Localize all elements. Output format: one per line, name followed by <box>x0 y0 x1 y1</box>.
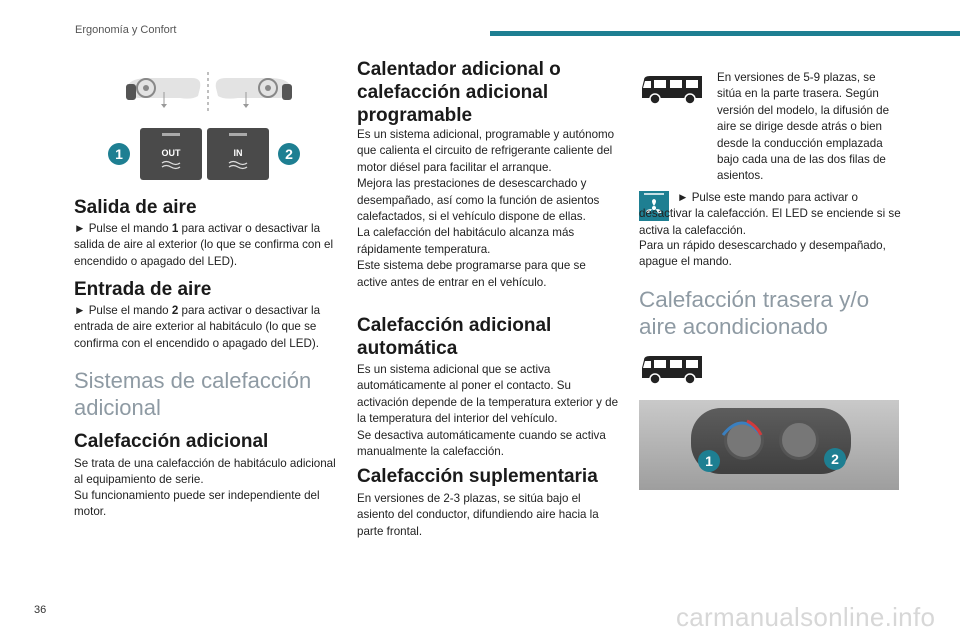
watermark: carmanualsonline.info <box>676 602 936 632</box>
calefaccion-adicional-text1: Se trata de una calefacción de habitáculo adicional al equipamiento de serie. <box>74 457 336 487</box>
suplementaria-title: Calefacción suplementaria <box>357 466 598 487</box>
fan-speed-knob <box>779 420 819 460</box>
header-section-title: Ergonomía y Confort <box>75 24 177 36</box>
steering-wheel-diagram <box>120 70 300 116</box>
salida-text: ► Pulse el mando 1 para activar o desactivar la salida de aire al exterior (lo que se confirma con el encendido o apagado del LED). <box>74 222 334 268</box>
van-text: En versiones de 5-9 plazas, se sitúa en la parte trasera. Según versión del modelo, la difusión de aire se dirige desde atrás o bien desde la conducción emplazada bajo cada una de las dos filas de asientos. <box>717 71 890 183</box>
page-number: 36 <box>34 604 47 616</box>
fan-text2: Para un rápido desescarchado y desempañado, apague el mando. <box>639 239 886 269</box>
header-accent-bar <box>490 31 960 36</box>
suplementaria-text: En versiones de 2-3 plazas, se sitúa bajo el asiento del conductor, difundiendo aire hacia la parte frontal. <box>357 492 599 538</box>
calentador-title: Calentador adicional o calefacción adicional programable <box>357 59 561 126</box>
calefaccion-adicional-text2: Su funcionamiento puede ser independiente del motor. <box>74 489 320 519</box>
entrada-title: Entrada de aire <box>74 279 212 300</box>
airflow-out-icon <box>161 160 181 170</box>
rear-badge-1: 1 <box>698 450 720 472</box>
rear-climate-photo <box>639 400 899 490</box>
airflow-in-icon <box>228 160 248 170</box>
fan-text: ► Pulse este mando para activar o desactivar la calefacción. El LED se enciende si se activa la calefacción. <box>639 191 901 237</box>
temp-scale-arc <box>719 415 765 437</box>
automatica-text: Es un sistema adicional que se activa automáticamente al poner el contacto. Su activación depende de la temperatura exterior y de la temperatura del interior del vehículo. Se desactiva automáticamente cuando se activa manualmente la calefacción. <box>357 363 619 459</box>
van-icon <box>640 72 706 106</box>
badge-2: 2 <box>278 143 300 165</box>
badge-1: 1 <box>108 143 130 165</box>
calefaccion-adicional-title: Calefacción adicional <box>74 431 269 452</box>
sistemas-title: Sistemas de calefacción adicional <box>74 368 312 420</box>
salida-title: Salida de aire <box>74 197 197 218</box>
trasera-title: Calefacción trasera y/o aire acondicionado <box>639 287 870 339</box>
entrada-text: ► Pulse el mando 2 para activar o desactivar la entrada de aire exterior al habitáculo (lo que se confirma con el encendido o apagado del LED). <box>74 304 321 350</box>
left-hand-drive-icon <box>126 78 200 108</box>
in-label: IN <box>233 148 243 158</box>
air-out-button <box>140 128 202 180</box>
right-hand-drive-icon <box>216 78 292 108</box>
air-in-button <box>207 128 269 180</box>
van-icon-2 <box>640 352 706 386</box>
calentador-text: Es un sistema adicional, programable y autónomo que calienta el circuito de refrigerante caliente del motor diésel para facilitar el arranque. Mejora las prestaciones de desescarchado y desempañado, así como la función de asientos calefactados, si el vehículo dispone de ellas. La calefacción del habitáculo alcanza más rápidamente temperatura. Este sistema debe programarse para que se active antes de entrar en el vehículo. <box>357 128 615 289</box>
rear-badge-2: 2 <box>824 448 846 470</box>
automatica-title: Calefacción adicional automática <box>357 315 552 359</box>
out-label: OUT <box>161 148 181 158</box>
